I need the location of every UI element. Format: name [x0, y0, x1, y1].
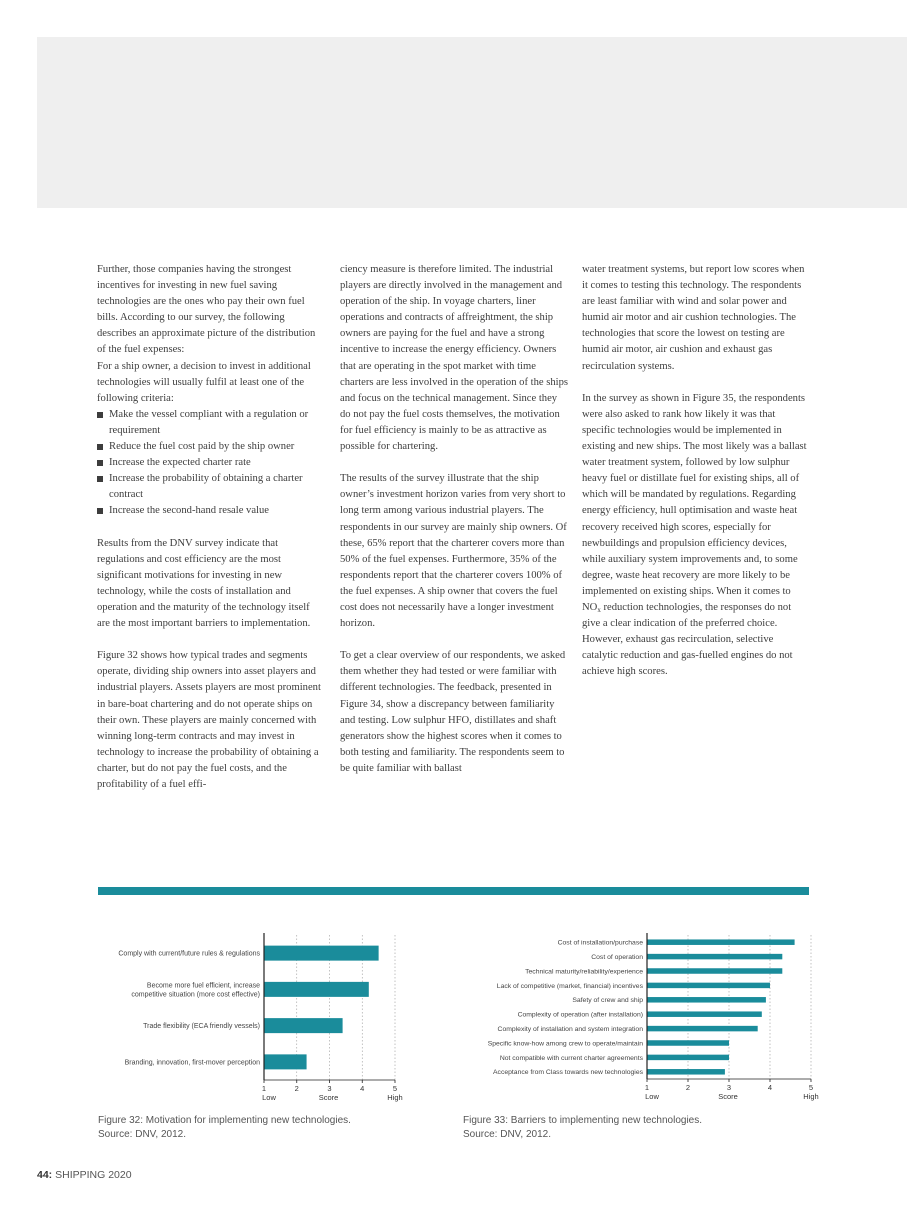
caption-source: Source: DNV, 2012.: [463, 1128, 552, 1140]
bar: [647, 997, 766, 1003]
header-image-placeholder: [37, 37, 907, 208]
figure-33-chart: [440, 925, 840, 1105]
text-column-3: [582, 262, 810, 680]
caption-source: Source: DNV, 2012.: [98, 1128, 187, 1140]
category-label: Technical maturity/reliability/experience: [525, 968, 643, 976]
x-tick-label: 4: [360, 1084, 365, 1093]
list-item: Make the vessel compliant with a regulation or requirement: [97, 407, 325, 439]
category-label: competitive situation (more cost effective): [131, 991, 260, 999]
bar: [264, 1054, 307, 1069]
category-label: Complexity of installation and system integration: [497, 1025, 643, 1033]
bar: [647, 968, 782, 974]
category-label: Lack of competitive (market, financial) incentives: [496, 982, 643, 990]
x-tick-label: 3: [726, 1083, 732, 1092]
paragraph: Results from the DNV survey indicate that regulations and cost efficiency are the most significant motivations for investing in new technology, while the costs of installation and operation and the maturity of the technology itself are the most important barriers to implementation.: [97, 537, 311, 630]
category-label: Comply with current/future rules & regulations: [118, 950, 260, 958]
category-label: Branding, innovation, first-mover perception: [124, 1059, 260, 1067]
bar: [647, 1069, 725, 1075]
x-axis-title: Score: [318, 1093, 339, 1102]
bar: [647, 1040, 729, 1046]
text-column-1: [97, 262, 325, 793]
category-label: Cost of operation: [591, 953, 643, 961]
paragraph: Further, those companies having the strongest incentives for investing in new fuel saving technologies are the ones who pay their own fuel bills. According to our survey, the following describes an approximate picture of the distribution of the fuel expenses:: [97, 264, 316, 356]
x-tick-label: 1: [644, 1083, 650, 1092]
section-divider-bar: [98, 887, 809, 895]
text-column-2: [340, 262, 568, 777]
category-label: Complexity of operation (after installation): [517, 1011, 643, 1019]
list-item: Reduce the fuel cost paid by the ship owner: [97, 439, 325, 455]
paragraph-part: reduction technologies, the responses do not give a clear indication of the preferred choice. However, exhaust gas recirculation, selective catalytic reduction and gas-fuelled engines do not achieve high scores.: [582, 601, 793, 678]
paragraph: Figure 32 shows how typical trades and segments operate, dividing ship owners into asset players and industrial players. Assets players are most prominent in bare-boat chartering and do not operate ships on their own. These players are mainly concerned with winning long-term contracts and may invest in technology to increase the probability of obtaining a charter, but do not pay the fuel costs, and the profitability of a fuel effi-: [97, 650, 321, 790]
list-item: Increase the probability of obtaining a charter contract: [97, 471, 325, 503]
paragraph: water treatment systems, but report low scores when it comes to testing this technology. The respondents are least familiar with wind and solar power and humid air motor and air cushion technologies. The technologies that score the lowest on testing are humid air motor, air cushion and exhaust gas recirculation systems.: [582, 264, 805, 372]
bar: [264, 946, 379, 961]
bar: [647, 1026, 758, 1032]
x-axis-high-label: High: [803, 1092, 819, 1101]
x-tick-label: 1: [261, 1084, 267, 1093]
category-label: Safety of crew and ship: [572, 997, 643, 1005]
bar: [647, 954, 782, 960]
paragraph: For a ship owner, a decision to invest in additional technologies will usually fulfil at least one of the following criteria:: [97, 360, 311, 404]
bar: [264, 1018, 343, 1033]
x-tick-label: 2: [685, 1083, 691, 1092]
x-axis-title: Score: [718, 1092, 738, 1101]
list-item: Increase the second-hand resale value: [97, 503, 325, 519]
figure-32-caption: [98, 1114, 351, 1141]
list-item: Increase the expected charter rate: [97, 455, 325, 471]
page-number: 44:: [37, 1169, 53, 1181]
paragraph: [582, 391, 810, 681]
figure-33-caption: [463, 1114, 702, 1141]
category-label: Trade flexibility (ECA friendly vessels): [143, 1023, 260, 1031]
x-axis-low-label: Low: [645, 1092, 659, 1101]
x-axis-high-label: High: [387, 1093, 403, 1102]
paragraph: To get a clear overview of our respondents, we asked them whether they had tested or were familiar with different technologies. The feedback, presented in Figure 34, show a discrepancy between familiarity and testing. Low sulphur HFO, distillates and shaft generators show the highest scores when it comes to both testing and familiarity. The respondents seem to be quite familiar with ballast: [340, 650, 566, 774]
x-tick-label: 5: [392, 1084, 398, 1093]
category-label: Acceptance from Class towards new technologies: [493, 1069, 643, 1077]
category-label: Specific know-how among crew to operate/maintain: [487, 1040, 643, 1048]
x-tick-label: 5: [808, 1083, 814, 1092]
bar: [647, 1055, 729, 1061]
paragraph: The results of the survey illustrate that the ship owner’s investment horizon varies from very short to long term among various industrial players. The respondents in our survey are mainly ship owners. Of these, 65% report that the charterer covers more than 50% of the fuel expenses. Furthermore, 35% of the respondents report that the charterer covers 100% of the fuel expenses. A ship owner that covers the fuel cost does not necessarily have a longer investment horizon.: [340, 473, 567, 630]
x-tick-label: 4: [767, 1083, 773, 1092]
bar: [647, 1011, 762, 1017]
category-label: Not compatible with current charter agreements: [499, 1054, 643, 1062]
paragraph: ciency measure is therefore limited. The industrial players are directly involved in the management and operation of the ship. In voyage charters, liner operations and contracts of affreightment, the ship owners are paying for the fuel and have a strong incentive to increase the energy efficiency. Owners that are operating in the spot market with time charters are less involved in the operation of the ships and focus on the technical management. Since they do not pay the fuel costs themselves, the motivation for fuel efficiency is mainly to be as attractive as possible for chartering.: [340, 264, 568, 453]
subscript: x: [597, 605, 601, 614]
paragraph-part: In the survey as shown in Figure 35, the respondents were also asked to rank how likely it was that specific technologies would be implemented in existing and new ships. The most likely was a ballast water treatment system, followed by low sulphur heavy fuel or distillate fuel for existing ships, all of which will be mandated by regulations. Regarding energy efficiency, hull optimisation and waste heat recovery received high scores, especially for newbuildings and propulsion efficiency devices, while auxiliary system improvements and, to some degree, waste heat recovery are more likely to be implemented on existing ships. When it comes to NO: [582, 392, 807, 613]
caption-title: Figure 33: Barriers to implementing new technologies.: [463, 1115, 703, 1126]
page-footer: [37, 1169, 132, 1181]
x-tick-label: 3: [327, 1084, 332, 1093]
category-label: Cost of installation/purchase: [557, 939, 643, 947]
publication-title: SHIPPING 2020: [55, 1169, 132, 1181]
category-label: Become more fuel efficient, increase: [146, 982, 260, 990]
bar: [647, 983, 770, 989]
caption-title: Figure 32: Motivation for implementing new technologies.: [98, 1115, 351, 1126]
bar: [647, 939, 795, 945]
criteria-list: [97, 407, 325, 520]
bar: [264, 982, 369, 997]
x-tick-label: 2: [294, 1084, 299, 1093]
x-axis-low-label: Low: [262, 1093, 276, 1102]
figure-32-chart: [60, 925, 420, 1105]
